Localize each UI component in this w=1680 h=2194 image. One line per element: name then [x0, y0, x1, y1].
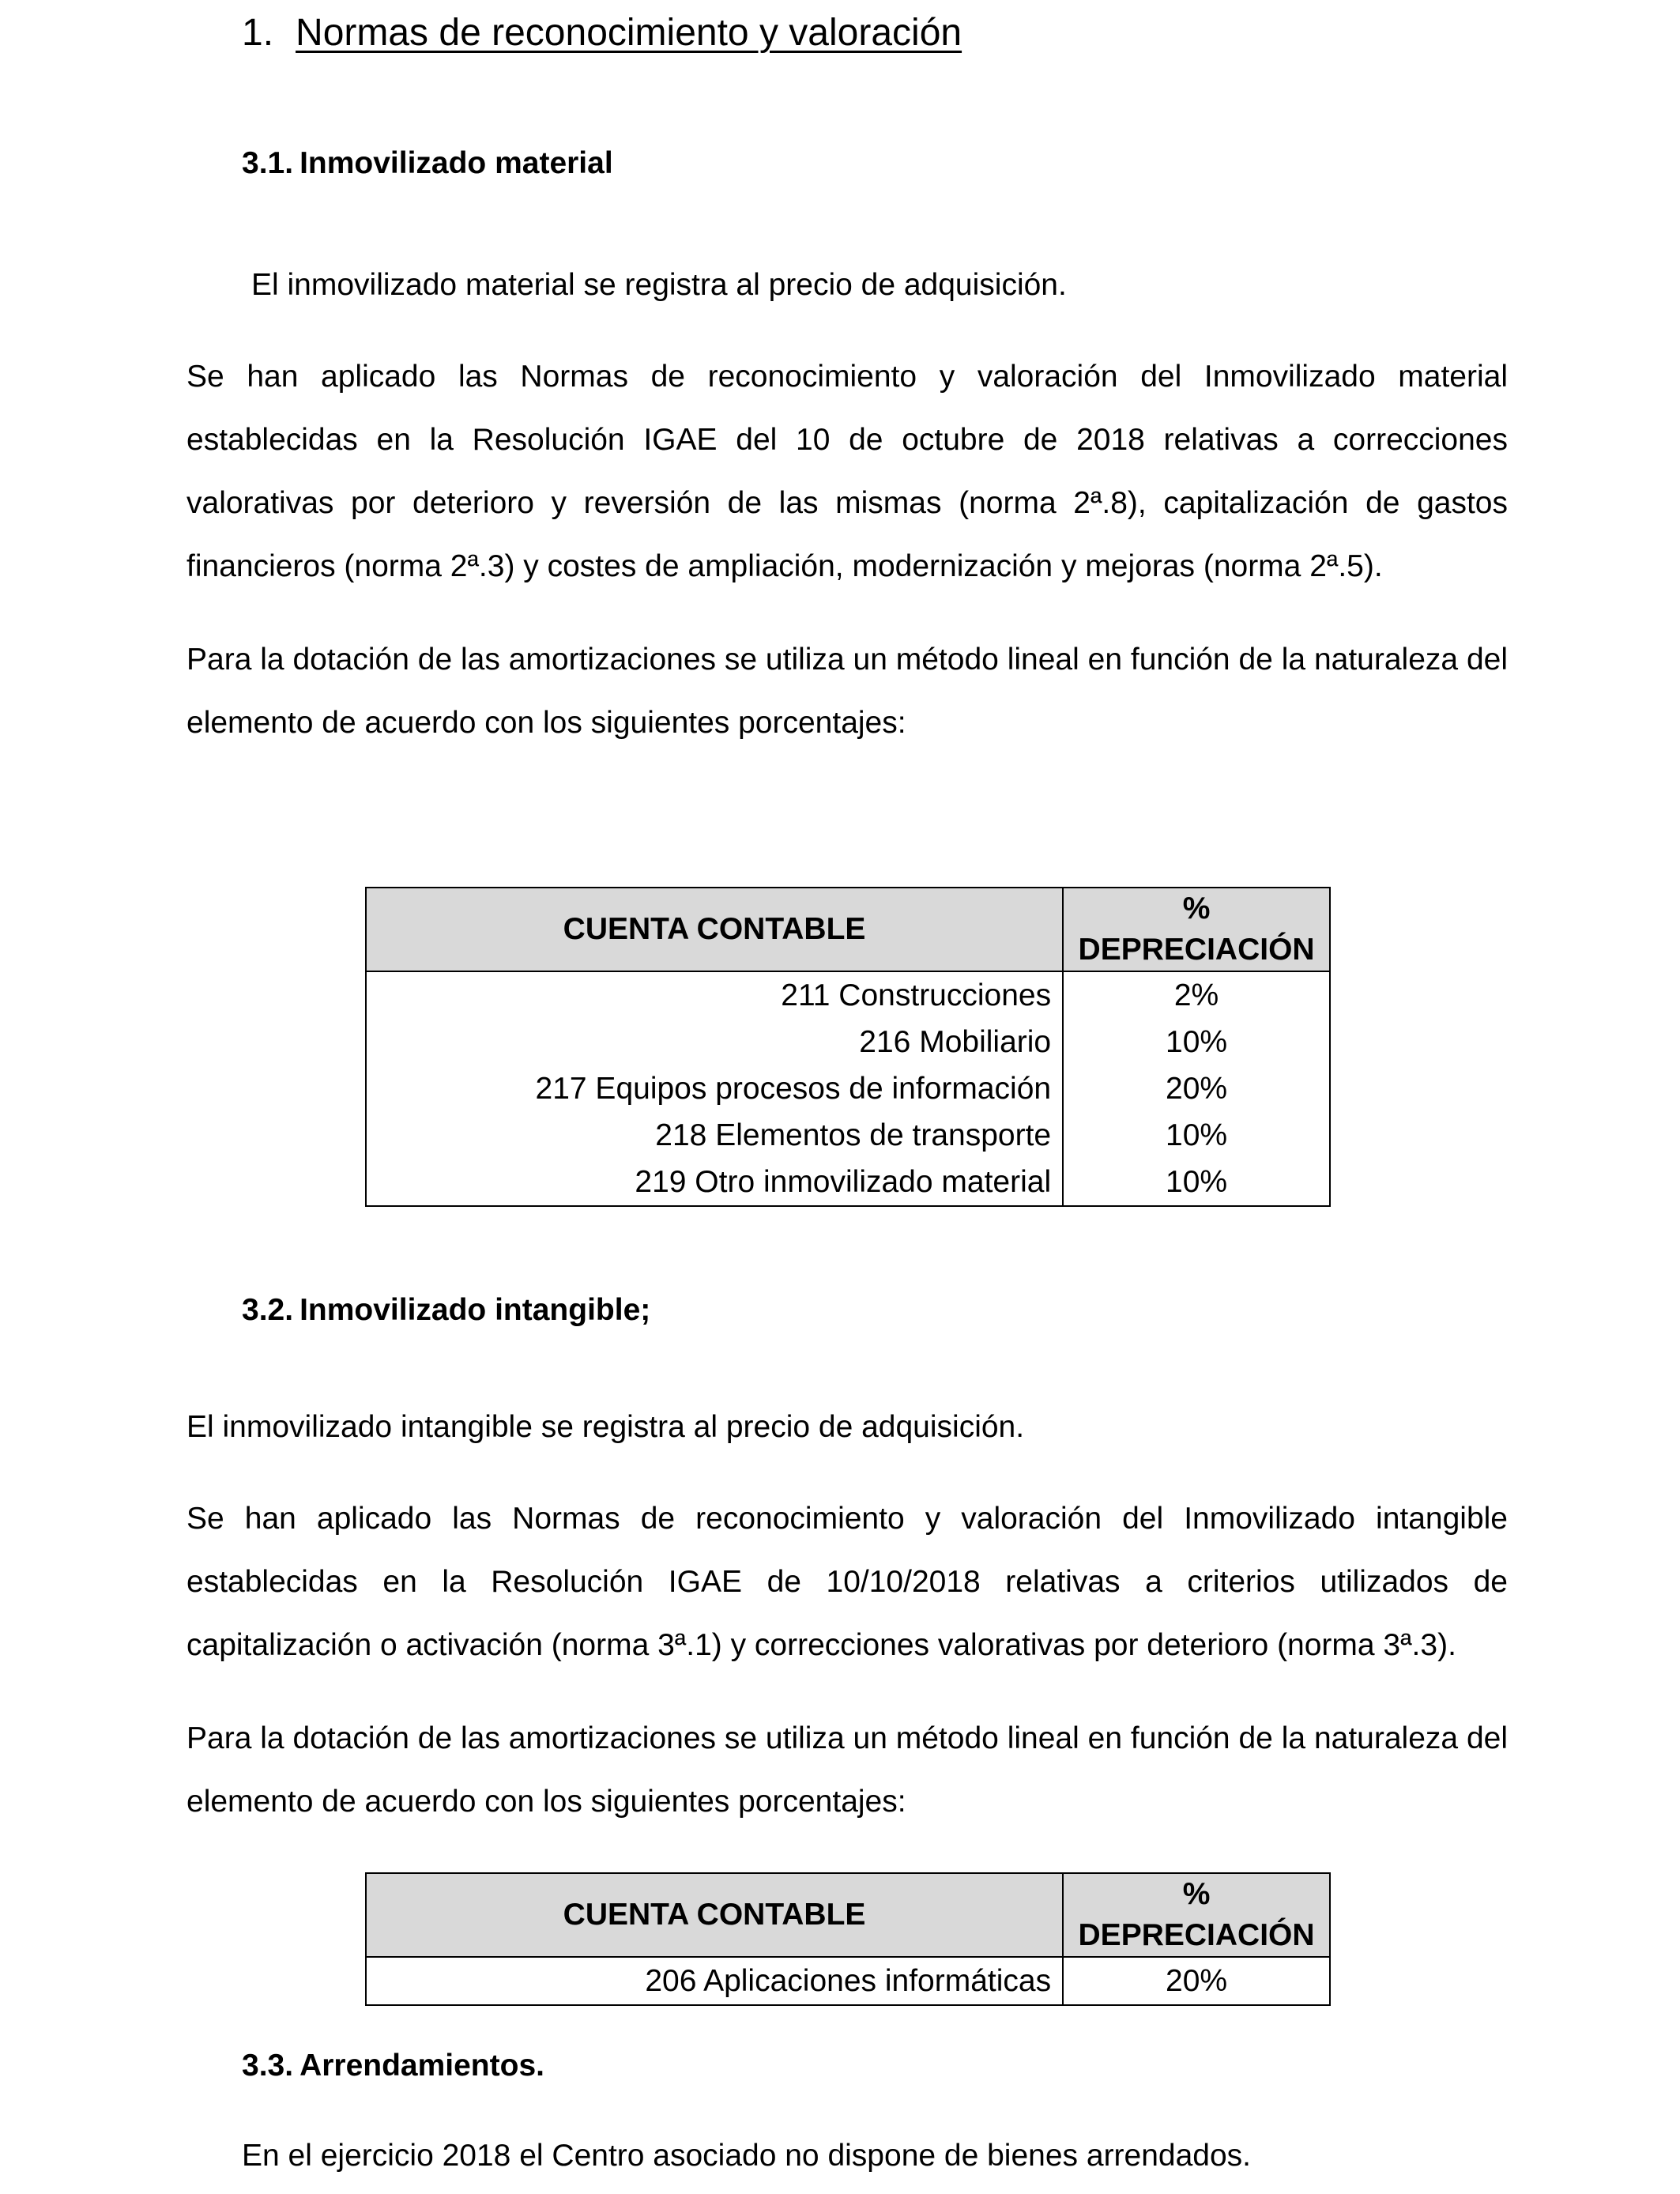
- percentage-cell: 20%: [1063, 1065, 1330, 1112]
- paragraph: El inmovilizado material se registra al precio de adquisición.: [251, 268, 1067, 302]
- depreciation-table-material: [365, 887, 1331, 1207]
- heading-number: 1.: [242, 12, 274, 54]
- page-title: [242, 11, 962, 55]
- depreciation-table-intangible: [365, 1872, 1331, 2006]
- section-title: Inmovilizado material: [299, 146, 613, 180]
- paragraph: Se han aplicado las Normas de reconocimiento y valoración del Inmovilizado material establecidas en la Resolución IGAE del 10 de octubre de 2018 relativas a correcciones valorativas por deterioro y reversión de las mismas (norma 2ª.8), capitalización de gastos financieros (norma 2ª.3) y costes de ampliación, modernización y mejoras (norma 2ª.5).: [186, 360, 1508, 583]
- account-cell: 218 Elementos de transporte: [366, 1112, 1063, 1159]
- percentage-cell: 20%: [1063, 1957, 1330, 2005]
- account-cell: 217 Equipos procesos de información: [366, 1065, 1063, 1112]
- column-header-account: CUENTA CONTABLE: [366, 1873, 1063, 1957]
- table-row: [366, 1019, 1330, 1065]
- section-number: 3.3.: [242, 2049, 294, 2083]
- section-heading-3-2: [242, 1293, 650, 1328]
- table-header-row: [366, 888, 1330, 971]
- account-cell: 206 Aplicaciones informáticas: [366, 1957, 1063, 2005]
- section-title: Arrendamientos.: [299, 2049, 544, 2083]
- paragraph: Para la dotación de las amortizaciones se utiliza un método lineal en función de la naturaleza del elemento de acuerdo con los siguientes porcentajes:: [186, 643, 1508, 740]
- section-number: 3.1.: [242, 146, 294, 180]
- section-heading-3-1: [242, 146, 613, 181]
- section-number: 3.2.: [242, 1293, 294, 1327]
- table-row: [366, 1065, 1330, 1112]
- percentage-cell: 10%: [1063, 1019, 1330, 1065]
- table-row: [366, 1112, 1330, 1159]
- column-header-depreciation: % DEPRECIACIÓN: [1063, 1873, 1330, 1957]
- percentage-cell: 10%: [1063, 1112, 1330, 1159]
- paragraph: Se han aplicado las Normas de reconocimiento y valoración del Inmovilizado intangible establecidas en la Resolución IGAE de 10/10/2018 relativas a criterios utilizados de capitalización o activación (norma 3ª.1) y correcciones valorativas por deterioro (norma 3ª.3).: [186, 1502, 1508, 1662]
- heading-title: Normas de reconocimiento y valoración: [296, 12, 962, 54]
- percentage-cell: 2%: [1063, 971, 1330, 1019]
- percentage-cell: 10%: [1063, 1159, 1330, 1206]
- section-heading-3-3: [242, 2049, 544, 2083]
- section-title: Inmovilizado intangible;: [299, 1293, 651, 1327]
- table-row: [366, 1957, 1330, 2005]
- account-cell: 219 Otro inmovilizado material: [366, 1159, 1063, 1206]
- table-header-row: [366, 1873, 1330, 1957]
- paragraph: Para la dotación de las amortizaciones se utiliza un método lineal en función de la naturaleza del elemento de acuerdo con los siguientes porcentajes:: [186, 1721, 1508, 1819]
- table-row: [366, 1159, 1330, 1206]
- account-cell: 216 Mobiliario: [366, 1019, 1063, 1065]
- paragraph: El inmovilizado intangible se registra al precio de adquisición.: [186, 1410, 1025, 1444]
- table-row: [366, 971, 1330, 1019]
- column-header-depreciation: % DEPRECIACIÓN: [1063, 888, 1330, 971]
- paragraph: En el ejercicio 2018 el Centro asociado no dispone de bienes arrendados.: [242, 2139, 1252, 2173]
- account-cell: 211 Construcciones: [366, 971, 1063, 1019]
- column-header-account: CUENTA CONTABLE: [366, 888, 1063, 971]
